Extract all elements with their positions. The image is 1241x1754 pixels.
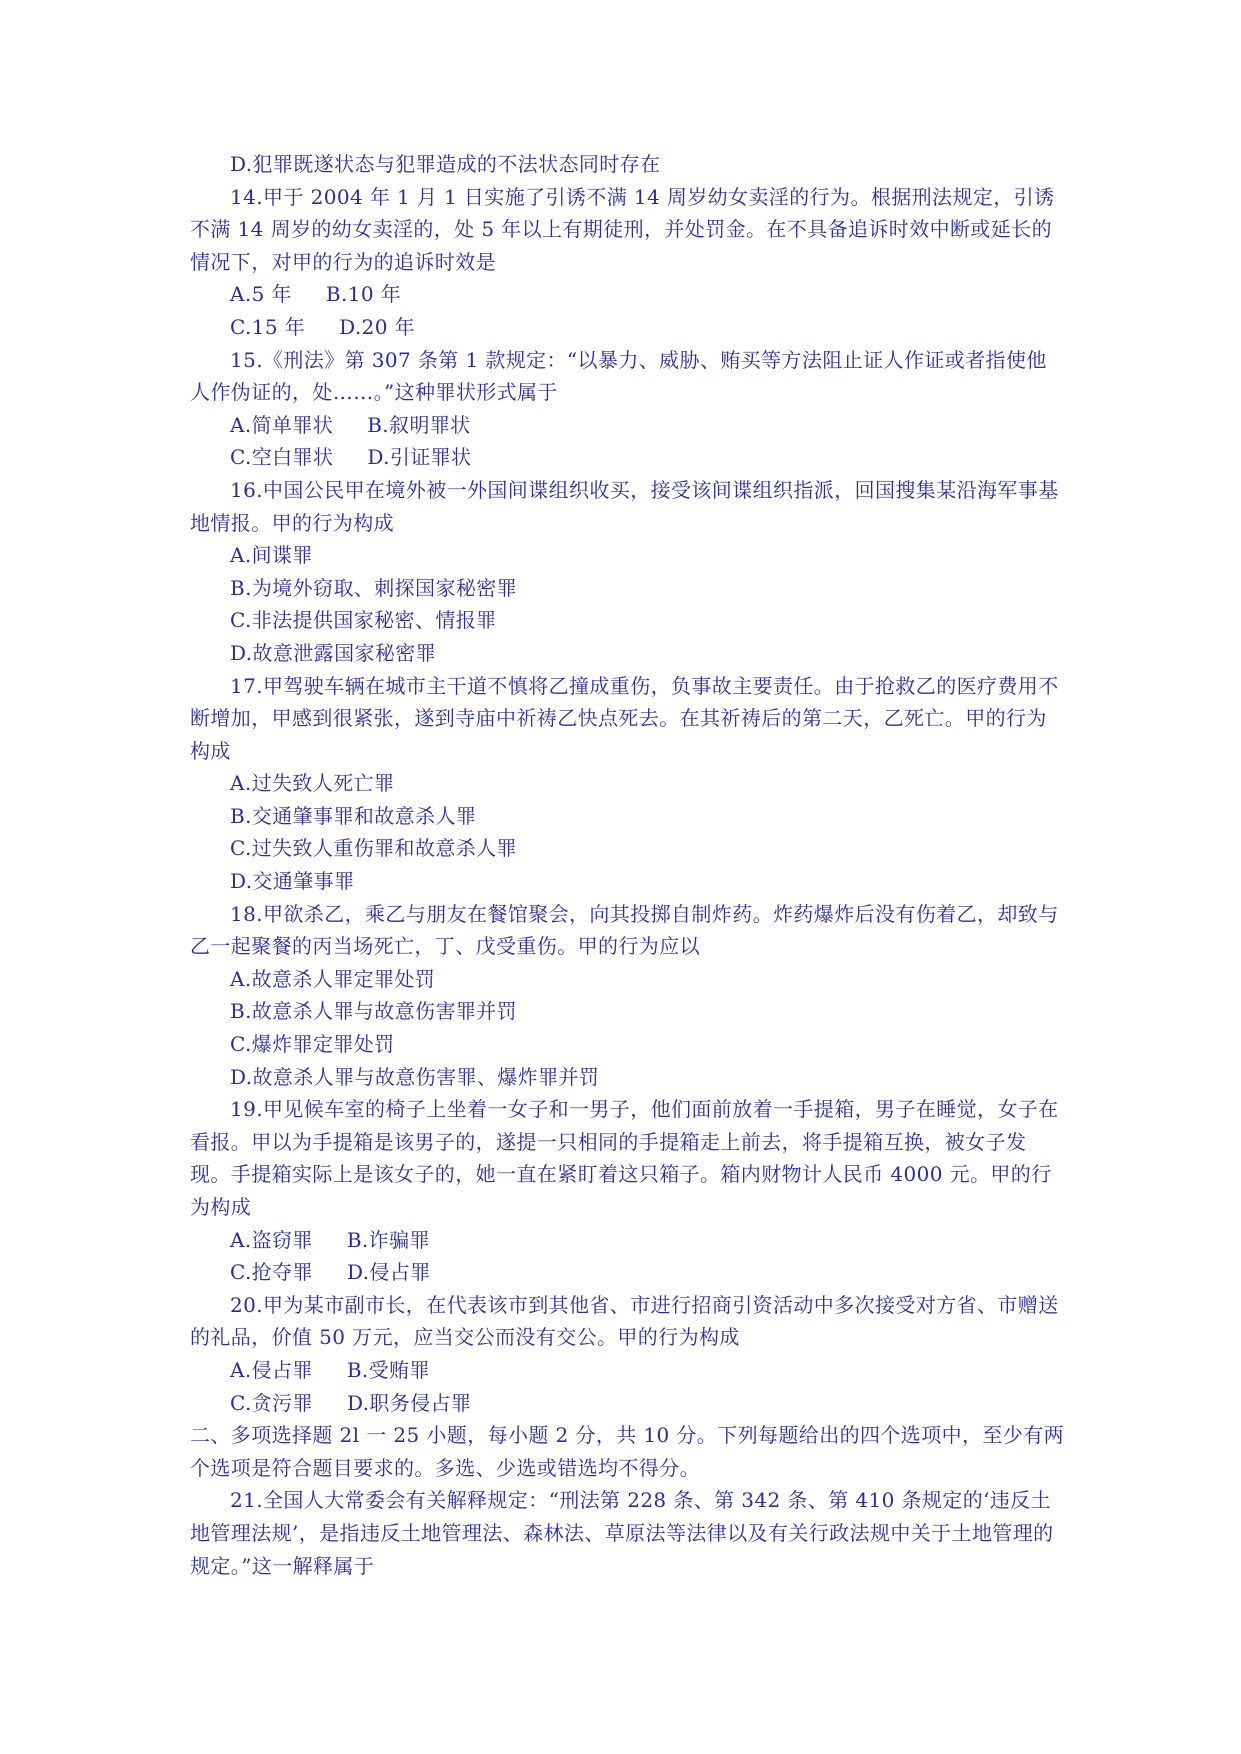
question-text: 16.中国公民甲在境外被一外国间谍组织收买，接受该间谍组织指派，回国搜集某沿海军事基地情报。甲的行为构成 (190, 477, 1059, 535)
answer-option: A.侵占罪 (230, 1357, 313, 1382)
answer-option: B.受贿罪 (346, 1357, 430, 1382)
answer-option: A.故意杀人罪定罪处罚 (230, 966, 436, 991)
question-text: 17.甲驾驶车辆在城市主干道不慎将乙撞成重伤，负事故主要责任。由于抢救乙的医疗费用不断增加，甲感到很紧张，遂到寺庙中祈祷乙快点死去。在其祈祷后的第二天，乙死亡。甲的行为构成 (190, 673, 1059, 763)
question-text: 21.全国人大常委会有关解释规定：“刑法第 228 条、第 342 条、第 410 条规定的‘违反土地管理法规’，是指违反土地管理法、森林法、草原法等法律以及有关行政法规中关于土地管理的规定。”这一解释属于 (190, 1488, 1054, 1578)
answer-option-row (190, 1224, 1066, 1257)
answer-option-row (190, 311, 1066, 344)
answer-option: A.间谍罪 (230, 543, 313, 568)
question-text: 19.甲见候车室的椅子上坐着一女子和一男子，他们面前放着一手提箱，男子在睡觉，女子在看报。甲以为手提箱是该男子的，遂提一只相同的手提箱走上前去，将手提箱互换，被女子发现。手提箱实际上是该女子的，她一直在紧盯着这只箱子。箱内财物计人民币 4000 元。甲的行为构成 (190, 1097, 1059, 1219)
answer-option-row (190, 409, 1066, 442)
answer-option: C.非法提供国家秘密、情报罪 (230, 608, 497, 633)
document-body (190, 148, 1066, 1582)
answer-option: C.抢夺罪 (230, 1260, 313, 1285)
answer-option: D.交通肇事罪 (230, 869, 355, 894)
answer-option-row (190, 441, 1066, 474)
answer-option-row (190, 1387, 1066, 1420)
answer-option: D.20 年 (339, 314, 416, 339)
answer-option: D.故意杀人罪与故意伤害罪、爆炸罪并罚 (230, 1064, 600, 1089)
answer-option: A.过失致人死亡罪 (230, 771, 395, 796)
answer-option: B.10 年 (325, 282, 402, 307)
answer-option: C.空白罪状 (230, 445, 334, 470)
question-text: 20.甲为某市副市长，在代表该市到其他省、市进行招商引资活动中多次接受对方省、市赠送的礼品，价值 50 万元，应当交公而没有交公。甲的行为构成 (190, 1292, 1059, 1350)
answer-option-row (190, 1256, 1066, 1289)
answer-option: C.15 年 (230, 314, 306, 339)
answer-option: B.故意杀人罪与故意伤害罪并罚 (230, 999, 518, 1024)
answer-option: D.引证罪状 (367, 445, 472, 470)
answer-option: A.简单罪状 (230, 412, 334, 437)
question-text: 18.甲欲杀乙，乘乙与朋友在餐馆聚会，向其投掷自制炸药。炸药爆炸后没有伤着乙，却致与乙一起聚餐的丙当场死亡，丁、戊受重伤。甲的行为应以 (190, 901, 1059, 959)
answer-option-row (190, 1354, 1066, 1387)
question-text: 15.《刑法》第 307 条第 1 款规定：“以暴力、威胁、贿买等方法阻止证人作证或者指使他人作伪证的，处……。”这种罪状形式属于 (190, 347, 1047, 405)
answer-option: D.侵占罪 (346, 1260, 431, 1285)
answer-option: D.职务侵占罪 (346, 1390, 472, 1415)
section-heading: 二、多项选择题 2l 一 25 小题，每小题 2 分，共 10 分。下列每题给出的四个选项中，至少有两个选项是符合题目要求的。多选、少选或错选均不得分。 (190, 1423, 1065, 1480)
answer-option: C.贪污罪 (230, 1390, 313, 1415)
answer-option: C.爆炸罪定罪处罚 (230, 1032, 395, 1057)
answer-option: A.5 年 (230, 282, 292, 307)
answer-option: D.犯罪既遂状态与犯罪造成的不法状态同时存在 (230, 152, 661, 176)
answer-option: B.交通肇事罪和故意杀人罪 (230, 803, 477, 828)
answer-option: A.盗窃罪 (230, 1227, 313, 1252)
question-text: 14.甲于 2004 年 1 月 1 日实施了引诱不满 14 周岁幼女卖淫的行为。根据刑法规定，引诱不满 14 周岁的幼女卖淫的，处 5 年以上有期徒刑，并处罚金。在不具备追诉时效中断或延长的情况下，对甲的行为的追诉时效是 (190, 184, 1055, 274)
answer-option: C.过失致人重伤罪和故意杀人罪 (230, 836, 517, 861)
answer-option-row (190, 278, 1066, 311)
answer-option: D.故意泄露国家秘密罪 (230, 640, 437, 665)
answer-option: B.叙明罪状 (367, 412, 471, 437)
answer-option: B.诈骗罪 (346, 1227, 430, 1252)
answer-option: B.为境外窃取、刺探国家秘密罪 (230, 575, 518, 600)
